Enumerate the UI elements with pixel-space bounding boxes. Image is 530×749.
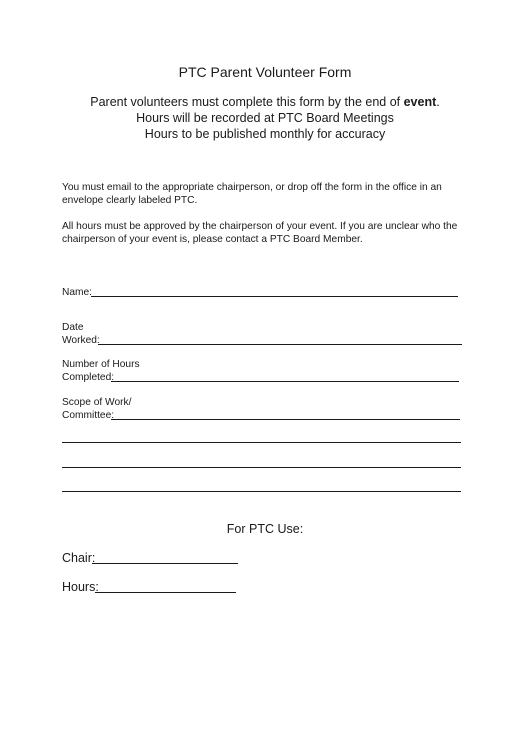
scope-extra-line[interactable] — [62, 467, 461, 468]
form-title: PTC Parent Volunteer Form — [178, 64, 352, 80]
ptc-hours-field-line[interactable] — [95, 592, 236, 593]
hours-label-line1: Number of Hours — [62, 359, 140, 370]
ptc-use-heading: For PTC Use: — [226, 522, 304, 536]
scope-label-line2: Committee: — [62, 410, 115, 421]
date-label-line1: Date — [62, 322, 84, 333]
intro-line1-bold: event — [403, 95, 437, 109]
scope-label-line1: Scope of Work/ — [62, 397, 132, 408]
intro-line-recorded: Hours will be recorded at PTC Board Meetings — [136, 111, 394, 125]
intro-line-deadline — [0, 94, 530, 110]
name-label: Name: — [62, 287, 93, 298]
instructions-email: You must email to the appropriate chairperson, or drop off the form in the office in an envelope clearly labeled PTC. — [62, 182, 442, 206]
scope-extra-line[interactable] — [62, 442, 461, 443]
intro-line1-suffix: . — [436, 95, 440, 109]
chair-label: Chair: — [62, 551, 96, 565]
intro-line-published: Hours to be published monthly for accuracy — [144, 127, 386, 141]
hours-label-line2: Completed: — [62, 372, 115, 383]
ptc-hours-label: Hours: — [62, 580, 99, 594]
date-label-line2: Worked: — [62, 335, 100, 346]
intro-line1-prefix: Parent volunteers must complete this form by the end of — [90, 95, 404, 109]
scope-field-line[interactable] — [111, 419, 460, 420]
scope-extra-line[interactable] — [62, 491, 461, 492]
hours-field-line[interactable] — [111, 381, 459, 382]
instructions-approval: All hours must be approved by the chairperson of your event. If you are unclear who the chairperson of your event is, please contact a PTC Board Member. — [62, 221, 458, 245]
name-field-line[interactable] — [91, 296, 458, 297]
date-field-line[interactable] — [98, 344, 462, 345]
intro-block — [0, 94, 530, 142]
chair-field-line[interactable] — [92, 563, 238, 564]
